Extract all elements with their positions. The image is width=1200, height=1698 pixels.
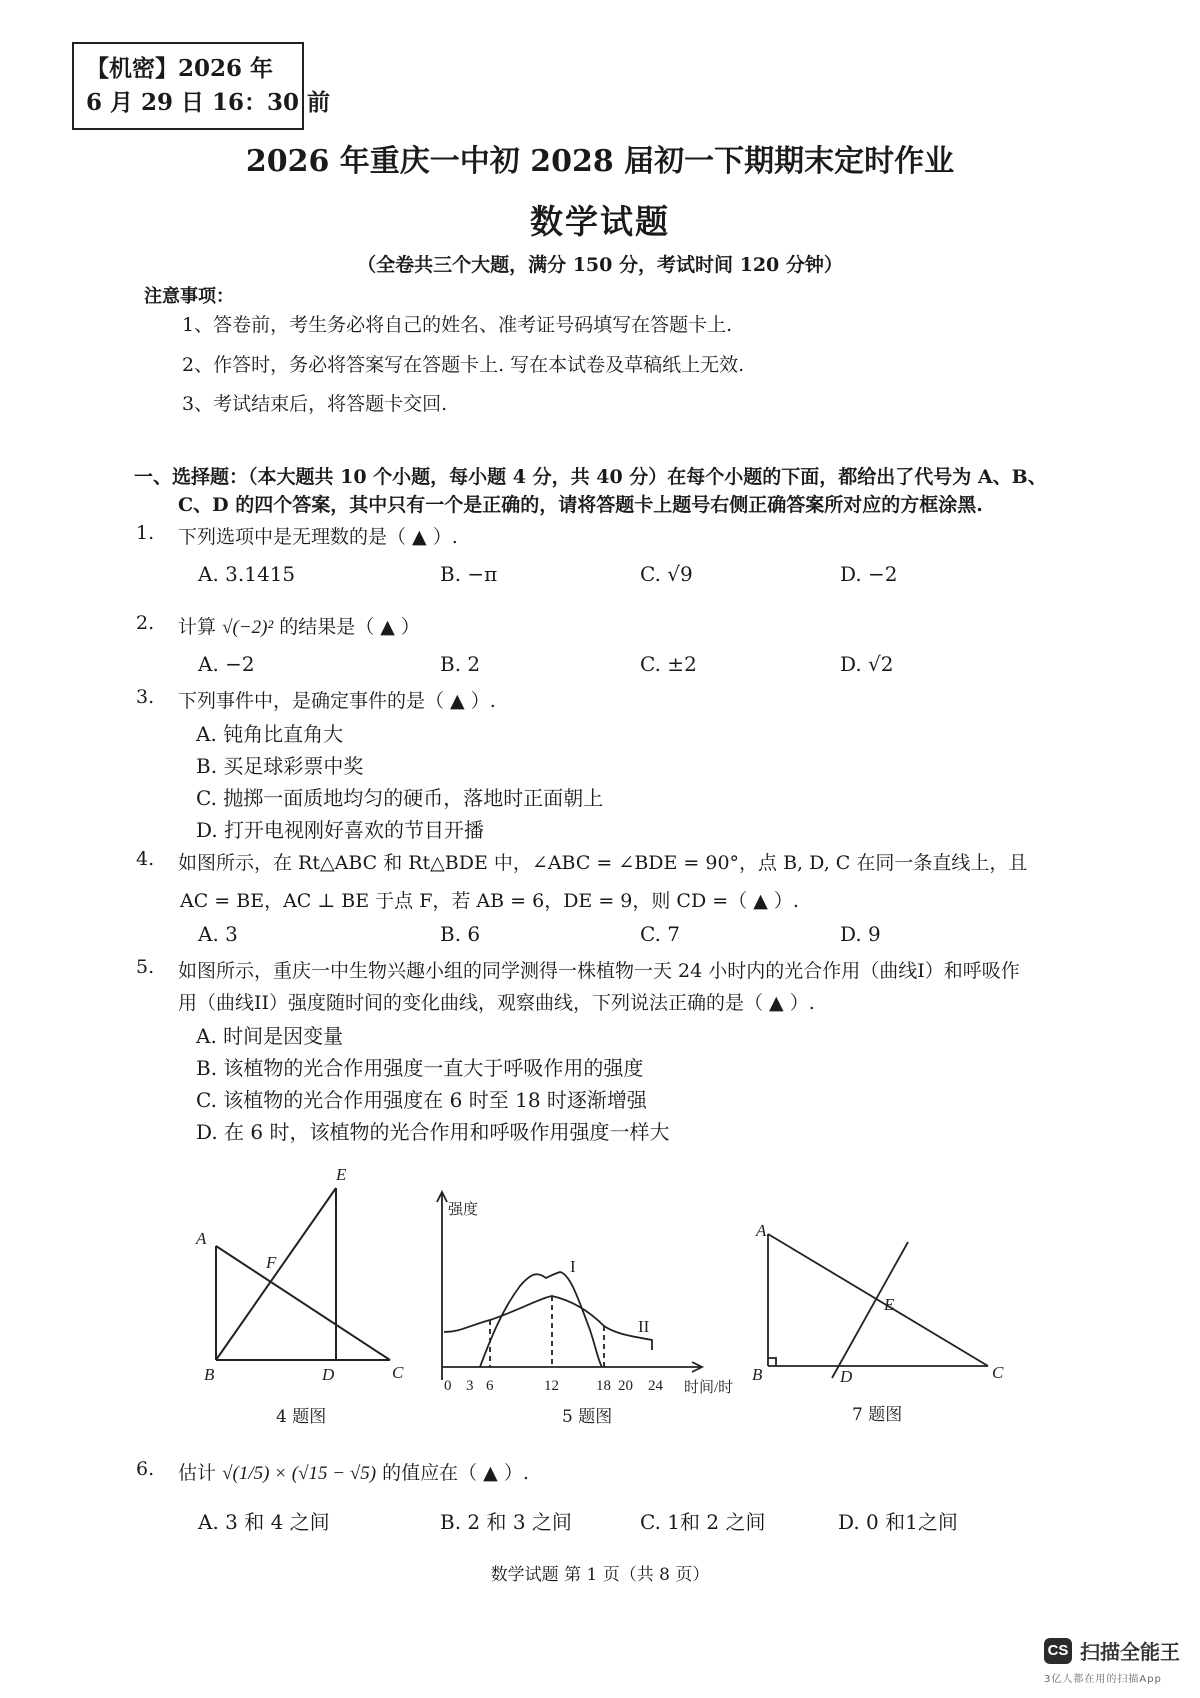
exam-info: （全卷共三个大题，满分 150 分，考试时间 120 分钟） bbox=[357, 254, 843, 276]
option-d: D. 9 bbox=[840, 922, 881, 946]
option-a: A. 3 和 4 之间 bbox=[198, 1510, 330, 1534]
label-e: E bbox=[884, 1295, 895, 1314]
option-c: C. 1和 2 之间 bbox=[640, 1510, 766, 1534]
figure-q4 bbox=[190, 1150, 420, 1400]
option-a: A. 钝角比直角大 bbox=[196, 722, 344, 746]
option-b: B. 该植物的光合作用强度一直大于呼吸作用的强度 bbox=[196, 1056, 644, 1080]
label-a: A bbox=[756, 1221, 767, 1240]
notice-item: 3、考试结束后，将答题卡交回. bbox=[182, 393, 448, 415]
x-tick: 24 bbox=[648, 1378, 663, 1394]
question-number: 1. bbox=[136, 522, 155, 544]
option-c: C. 该植物的光合作用强度在 6 时至 18 时逐渐增强 bbox=[196, 1088, 647, 1112]
scanner-tagline: 3亿人都在用的扫描App bbox=[1044, 1674, 1162, 1685]
question-text-line2: AC = BE，AC ⊥ BE 于点 F，若 AB = 6，DE = 9，则 CD =（ ▲ ）. bbox=[180, 890, 799, 912]
label-c: C bbox=[392, 1363, 404, 1382]
x-tick: 18 bbox=[596, 1378, 611, 1394]
question-text: 下列事件中，是确定事件的是（ ▲ ）. bbox=[178, 690, 496, 712]
question-number: 3. bbox=[136, 686, 155, 708]
scanner-logo-icon: CS bbox=[1044, 1638, 1072, 1664]
x-tick: 0 bbox=[444, 1378, 452, 1394]
curve-i bbox=[480, 1272, 602, 1367]
question-number: 6. bbox=[136, 1458, 155, 1480]
label-f: F bbox=[266, 1253, 277, 1272]
notice-item: 2、作答时，务必将答案写在答题卡上. 写在本试卷及草稿纸上无效. bbox=[182, 354, 745, 376]
option-b: B. 2 和 3 之间 bbox=[440, 1510, 572, 1534]
option-d: D. √2 bbox=[840, 652, 894, 676]
option-a: A. 3.1415 bbox=[198, 562, 296, 586]
page-footer: 数学试题 第 1 页（共 8 页） bbox=[490, 1565, 710, 1585]
option-c: C. ±2 bbox=[640, 652, 697, 676]
question-text bbox=[178, 612, 420, 639]
notice-item: 1、答卷前，考生务必将自己的姓名、准考证号码填写在答题卡上. bbox=[182, 314, 733, 336]
question-text-post: 的结果是（ ▲ ） bbox=[279, 616, 420, 638]
segment-be bbox=[216, 1188, 336, 1360]
scanner-name: 扫描全能王 bbox=[1080, 1640, 1180, 1664]
segment-ac bbox=[216, 1246, 390, 1360]
question-number: 4. bbox=[136, 848, 155, 870]
x-tick: 3 bbox=[466, 1378, 474, 1394]
question-text-line1: 如图所示，重庆一中生物兴趣小组的同学测得一株植物一天 24 小时内的光合作用（曲线I）和呼吸作 bbox=[178, 960, 1020, 982]
option-d: D. 0 和1之间 bbox=[838, 1510, 958, 1534]
option-c: C. 7 bbox=[640, 922, 681, 946]
option-c: C. √9 bbox=[640, 562, 693, 586]
label-c: C bbox=[992, 1363, 1004, 1382]
question-text-pre: 计算 bbox=[178, 616, 217, 638]
question-number: 5. bbox=[136, 956, 155, 978]
option-b: B. −π bbox=[440, 562, 498, 586]
confidential-line2: 6 月 29 日 16：30 前 bbox=[86, 89, 331, 116]
curve-ii bbox=[444, 1296, 652, 1350]
x-tick: 6 bbox=[486, 1378, 494, 1394]
segment-ac bbox=[768, 1234, 988, 1366]
option-d: D. −2 bbox=[840, 562, 898, 586]
option-b: B. 买足球彩票中奖 bbox=[196, 754, 364, 778]
math-expression: √(−2)² bbox=[222, 617, 274, 638]
figure-q5 bbox=[420, 1180, 750, 1400]
x-axis-label: 时间/时 bbox=[684, 1380, 734, 1396]
question-text: 下列选项中是无理数的是（ ▲ ）. bbox=[178, 526, 458, 548]
option-a: A. 时间是因变量 bbox=[196, 1024, 344, 1048]
x-tick: 20 bbox=[618, 1378, 633, 1394]
confidential-line1: 【机密】2026 年 bbox=[86, 55, 274, 82]
math-expression: √(1/5) × (√15 − √5) bbox=[222, 1463, 377, 1484]
option-b: B. 2 bbox=[440, 652, 481, 676]
label-d: D bbox=[840, 1367, 853, 1386]
option-a: A. 3 bbox=[198, 922, 238, 946]
x-tick: 12 bbox=[544, 1378, 559, 1394]
section-heading-line1: 一、选择题：（本大题共 10 个小题，每小题 4 分，共 40 分）在每个小题的下面，都给出了代号为 A、B、 bbox=[134, 466, 1047, 488]
option-d: D. 打开电视刚好喜欢的节目开播 bbox=[196, 818, 485, 842]
option-b: B. 6 bbox=[440, 922, 481, 946]
line-de bbox=[832, 1242, 908, 1378]
figure-caption: 5 题图 bbox=[562, 1407, 613, 1427]
label-a: A bbox=[196, 1229, 207, 1248]
question-number: 2. bbox=[136, 612, 155, 634]
notice-heading: 注意事项： bbox=[144, 286, 234, 307]
question-text-line1: 如图所示，在 Rt△ABC 和 Rt△BDE 中，∠ABC = ∠BDE = 90°，点 B, D, C 在同一条直线上，且 bbox=[178, 852, 1028, 874]
question-text bbox=[178, 1458, 529, 1485]
subject-title: 数学试题 bbox=[530, 202, 670, 241]
label-b: B bbox=[752, 1365, 763, 1384]
question-text-pre: 估计 bbox=[178, 1462, 217, 1484]
figure-caption: 4 题图 bbox=[276, 1407, 327, 1427]
right-angle-mark bbox=[768, 1358, 776, 1366]
option-a: A. −2 bbox=[198, 652, 255, 676]
figure-caption: 7 题图 bbox=[852, 1405, 903, 1425]
exam-title: 2026 年重庆一中初 2028 届初一下期期末定时作业 bbox=[245, 144, 955, 179]
figure-q7 bbox=[750, 1210, 1010, 1400]
question-text-post: 的值应在（ ▲ ）. bbox=[382, 1462, 529, 1484]
option-d: D. 在 6 时，该植物的光合作用和呼吸作用强度一样大 bbox=[196, 1120, 670, 1144]
section-heading-line2: C、D 的四个答案，其中只有一个是正确的，请将答题卡上题号右侧正确答案所对应的方框涂黑. bbox=[178, 494, 983, 516]
label-b: B bbox=[204, 1365, 215, 1384]
curve-ii-label: II bbox=[638, 1317, 650, 1336]
y-axis-label: 强度 bbox=[448, 1202, 479, 1218]
label-e: E bbox=[336, 1165, 347, 1184]
label-d: D bbox=[322, 1365, 335, 1384]
option-c: C. 抛掷一面质地均匀的硬币，落地时正面朝上 bbox=[196, 786, 604, 810]
question-text-line2: 用（曲线II）强度随时间的变化曲线，观察曲线，下列说法正确的是（ ▲ ）. bbox=[178, 992, 815, 1014]
curve-i-label: I bbox=[570, 1257, 576, 1276]
confidential-stamp bbox=[72, 42, 331, 130]
